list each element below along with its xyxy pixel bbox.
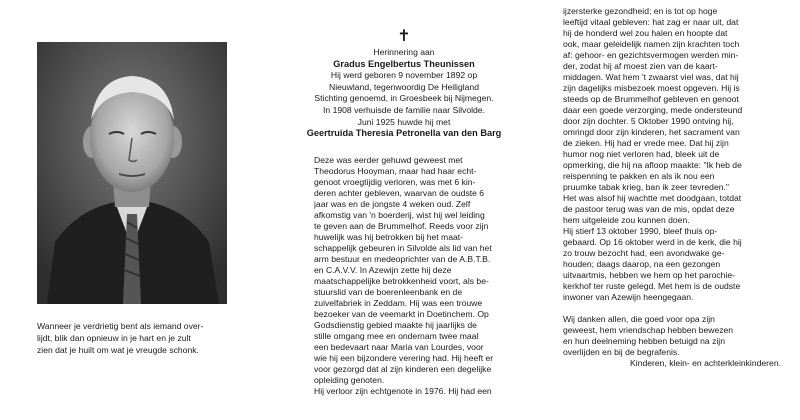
text-line: inwoner van Azewijn heengegaan.: [563, 292, 694, 302]
text-line: uitvaartmis, hebben we hem op het parochie-: [563, 270, 735, 280]
header-intro: Herinnering aan: [373, 47, 435, 57]
verse-line: zien dat je huilt om wat je vreugde schonk.: [37, 345, 199, 356]
text-line: leeftijd vitaal gebleven: hat zag er naar uit, dat: [563, 17, 739, 27]
left-panel: [0, 0, 270, 420]
text-line: maatschappelijke betrokkenheid voort, als be-: [314, 276, 489, 286]
text-line: afkomstig van 'n boerderij, wist hij wel leiding: [314, 210, 485, 220]
text-line: huwelijk was hij betrokken bij het maat-: [314, 232, 464, 242]
continuation-text: [563, 6, 781, 369]
text-line: opleiding genoten.: [314, 375, 385, 385]
verse: [37, 320, 242, 357]
text-line: ijzersterke gezondheid; en is tot op hoge: [563, 6, 718, 16]
spouse-name: Geertruida Theresia Petronella van den Barg: [306, 128, 502, 139]
text-line: bezoeker van de veemarkt in Doetinchem. Op: [314, 309, 489, 319]
header-line: In 1908 verhuisde de familie naar Silvolde.: [323, 104, 485, 115]
text-line: Godsdienstig gebied maakte hij jaarlijks de: [314, 320, 477, 330]
deceased-name: Gradus Engelbertus Theunissen: [333, 58, 475, 69]
middle-panel: [270, 0, 538, 420]
text-line: wie hij een bijzondere verering had. Hij heeft er: [314, 353, 494, 363]
text-line: humor nog niet verloren had, bleek uit de: [563, 149, 720, 159]
text-line: Theodorus Hooyman, maar had haar echt-: [314, 166, 477, 176]
portrait-photo: [37, 42, 227, 304]
text-line: pruumke tabak krieg, ban ik zeer tevreden.": [563, 182, 729, 192]
text-line: zo trouw bezocht had, een avondwake ge-: [563, 248, 725, 258]
text-line: Hij verloor zijn echtgenote in 1976. Hij had een: [314, 386, 492, 396]
closing-signature: Kinderen, klein- en achterkleinkinderen.: [630, 358, 781, 368]
memorial-header: [270, 47, 538, 140]
paragraph-gap: [563, 303, 781, 314]
text-line: geweest, hem vriendschap hebben bewezen: [563, 325, 734, 335]
verse-line: Wanneer je verdrietig bent als iemand over-: [37, 321, 204, 331]
text-line: hem uitgeleide zou kunnen doen.: [563, 215, 690, 225]
text-line: opmerking, die hij na afloop maakte: "Ik heb de: [563, 160, 742, 170]
text-line: door zijn dochter. 5 Oktober 1990 ontving hij,: [563, 116, 734, 126]
text-line: schappelijk gebeuren in Silvolde als lid van het: [314, 243, 492, 253]
text-line: reispenning te pakken en als ik nou een: [563, 171, 715, 181]
header-line: Juni 1925 huwde hij met: [357, 116, 451, 127]
verse-line: lijdt, blik dan opnieuw in je hart en je zult: [37, 333, 191, 344]
header-line: Nieuwland, tegenwoordig De Heiligland: [328, 81, 479, 92]
text-line: overlijden en bij de begrafenis.: [563, 347, 680, 357]
text-line: steeds op de Brummelhof gebleven en genoot: [563, 94, 739, 104]
text-line: zijn dagelijks misbezoek moest opgeven. Hij is: [563, 83, 740, 93]
text-line: Deze was eerder gehuwd geweest met: [314, 155, 463, 165]
text-line: deren achter gebleven, waarvan de oudste 6: [314, 188, 485, 198]
text-line: jaar was en de jongste 4 weken oud. Zelf: [314, 199, 471, 209]
cross-icon: ✝: [397, 26, 411, 45]
text-line: gebaard. Op 16 oktober werd in de kerk, die hij: [563, 237, 742, 247]
text-line: voor gezorgd dat al zijn kinderen een degelijke: [314, 364, 492, 374]
text-line: te geven aan de Brummelhof. Reeds voor zijn: [314, 221, 489, 231]
text-line: kerkhof ter ruste gelegd. Met hem is de oudste: [563, 281, 741, 291]
text-line: en C.A.V.V. In Azewijn zette hij deze: [314, 265, 452, 275]
portrait-image: [37, 42, 227, 304]
text-line: de pastoor terug was van de mis, opdat deze: [563, 204, 735, 214]
text-line: houden; daags daarop, na een gezongen: [563, 259, 721, 269]
text-line: stuurslid van de boerenleenbank en de: [314, 287, 463, 297]
text-line: der, zodat hij af moest zien van de kaart-: [563, 61, 718, 71]
text-line: af: gehoor- en gezichtsvermogen werden min-: [563, 50, 739, 60]
text-line: de zieken. Hij had er vrede mee. Dat hij zijn: [563, 138, 729, 148]
text-line: omringd door zijn kinderen, het sacrament van: [563, 127, 740, 137]
right-panel: [545, 0, 800, 420]
text-line: daar een goede verzorging, mede ondersteund: [563, 105, 743, 115]
text-line: arm bestuur en medeoprichter van de A.B.T.B.: [314, 254, 491, 264]
text-line: en hun deelneming hebben betuigd na zijn: [563, 336, 725, 346]
text-line: ook, maar geleidelijk namen zijn krachten toch: [563, 39, 740, 49]
text-line: zuivelfabriek in Zeddam. Hij was een trouwe: [314, 298, 483, 308]
text-line: Wij danken allen, die goed voor opa zijn: [563, 314, 715, 324]
text-line: hij de honderd wel zou halen en hoopte dat: [563, 28, 728, 38]
text-line: stille omgang mee en ondernam twee maal: [314, 331, 479, 341]
biography-text: [314, 155, 526, 397]
header-line: Stichting genoemd, in Groesbeek bij Nijmegen.: [314, 93, 494, 104]
text-line: Hij stierf 13 oktober 1990, bleef thuis op-: [563, 226, 718, 236]
header-line: Hij werd geboren 9 november 1892 op: [330, 70, 478, 81]
text-line: een bedevaart naar Maria van Lourdes, voor: [314, 342, 484, 352]
text-line: genoot vroegtijdig verloren, was met 6 kin-: [314, 177, 476, 187]
text-line: middagen. Wat hem 't zwaarst viel was, dat hij: [563, 72, 739, 82]
text-line: Het was alsof hij wachtte met doodgaan, totdat: [563, 193, 742, 203]
